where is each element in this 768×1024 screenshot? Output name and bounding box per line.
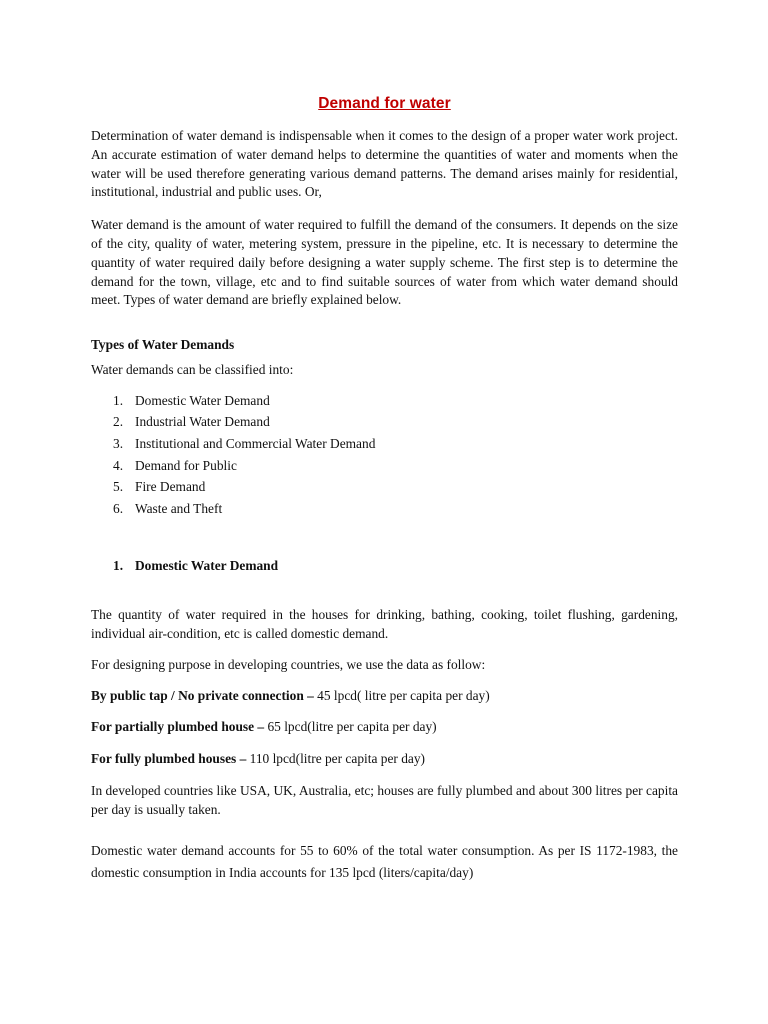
rate-label: For partially plumbed house – (91, 719, 265, 735)
domestic-definition: The quantity of water required in the houses for drinking, bathing, cooking, toilet flushing, gardening, individual air-condition, etc is called domestic demand. (91, 607, 678, 641)
types-intro: Water demands can be classified into: (91, 361, 294, 377)
list-label: Fire Demand (135, 479, 206, 495)
rate-public-tap (91, 687, 678, 706)
list-item (113, 476, 678, 498)
rate-value: 65 lpcd(litre per capita per day) (264, 719, 437, 735)
list-item (113, 498, 678, 520)
rate-label: By public tap / No private connection – (91, 687, 314, 703)
list-label: Waste and Theft (135, 500, 223, 516)
list-item (113, 433, 678, 455)
rate-partially-plumbed (91, 718, 678, 737)
list-label: Demand for Public (135, 457, 237, 473)
rate-value: 110 lpcd(litre per capita per day) (246, 751, 425, 767)
types-heading: Types of Water Demands (91, 337, 235, 353)
section-number: 1. (113, 558, 124, 574)
types-list (91, 390, 678, 520)
list-number: 6. (113, 500, 124, 516)
list-number: 4. (113, 457, 124, 473)
list-item (113, 390, 678, 412)
section-title: Domestic Water Demand (135, 558, 279, 574)
list-number: 3. (113, 435, 124, 451)
developed-countries-paragraph: In developed countries like USA, UK, Australia, etc; houses are fully plumbed and about 300 litres per capita per day is usually taken. (91, 782, 678, 817)
definition-paragraph: Water demand is the amount of water required to fulfill the demand of the consumers. It depends on the size of the city, quality of water, metering system, pressure in the pipeline, etc. It is necessary to determine the quantity of water required daily before designing a water supply scheme. The first step is to determine the demand for the town, village, etc and to find suitable sources of water from which water demand should meet. Types of water demand are briefly explained below. (91, 217, 678, 308)
list-label: Institutional and Commercial Water Demand (135, 435, 376, 451)
list-label: Industrial Water Demand (135, 414, 270, 430)
page-title: Demand for water (318, 95, 451, 112)
list-item (113, 411, 678, 433)
domestic-heading (113, 557, 678, 576)
list-item (113, 455, 678, 477)
list-number: 2. (113, 414, 124, 430)
intro-paragraph: Determination of water demand is indispensable when it comes to the design of a proper water work project. An accurate estimation of water demand helps to determine the quantities of water and moments when the water will be used therefore generating various demand patterns. The demand arises mainly for residential, institutional, industrial and public uses. Or, (91, 128, 678, 200)
india-consumption-paragraph: Domestic water demand accounts for 55 to 60% of the total water consumption. As per IS 1172-1983, the domestic consumption in India accounts for 135 lpcd (liters/capita/day) (91, 842, 678, 880)
list-number: 1. (113, 392, 124, 408)
rate-label: For fully plumbed houses – (91, 751, 247, 767)
list-number: 5. (113, 479, 124, 495)
list-label: Domestic Water Demand (135, 392, 270, 408)
document-page (91, 95, 678, 884)
rate-value: 45 lpcd( litre per capita per day) (313, 687, 490, 703)
rate-fully-plumbed (91, 750, 678, 769)
design-data-intro: For designing purpose in developing countries, we use the data as follow: (91, 656, 486, 672)
